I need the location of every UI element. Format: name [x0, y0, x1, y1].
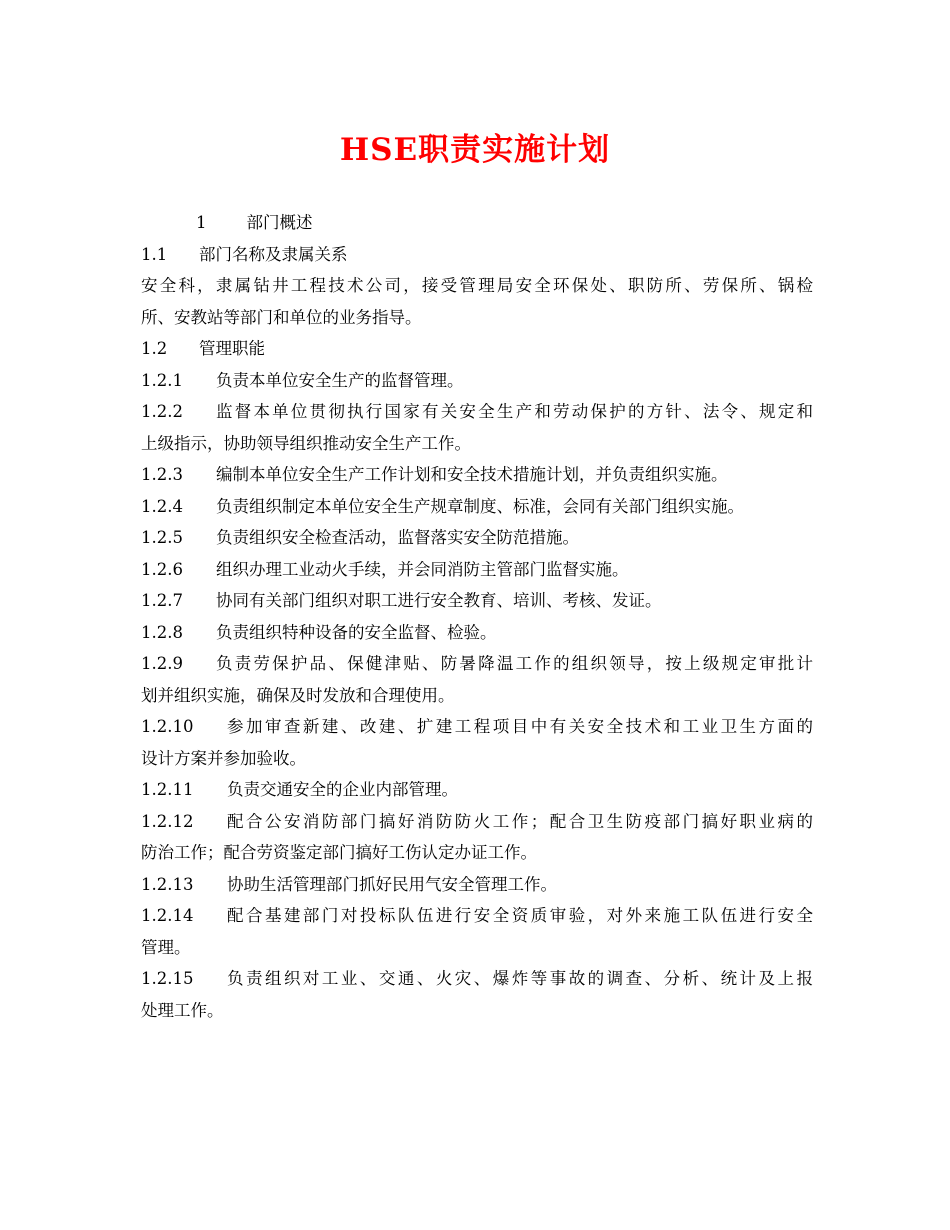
duty-item-number: 1.2.12 [141, 811, 194, 831]
duty-item-first-line [141, 365, 813, 397]
section-number: 1 [196, 213, 207, 232]
duty-item-text: 协助生活管理部门抓好民用气安全管理工作。 [227, 874, 557, 894]
duty-item-first-line [141, 491, 813, 523]
duty-item-number: 1.2.3 [141, 465, 183, 484]
document-body [141, 207, 813, 1026]
duty-item-text: 组织办理工业动火手续，并会同消防主管部门监督实施。 [216, 559, 629, 579]
document-title: HSE职责实施计划 [339, 132, 611, 168]
duty-item-number: 1.2.7 [141, 591, 183, 610]
duty-item-continuation: 设计方案并参加验收。 [141, 748, 306, 768]
duty-item-first-line [141, 900, 813, 932]
duty-item-first-line [141, 617, 813, 649]
duty-item-first-line [141, 774, 813, 806]
duty-item [141, 774, 813, 806]
duty-item [141, 900, 813, 963]
duty-item-first-line [141, 585, 813, 617]
duty-item-text: 协同有关部门组织对职工进行安全教育、培训、考核、发证。 [216, 591, 662, 610]
duty-item [141, 365, 813, 397]
duty-item-first-line [141, 711, 813, 743]
duty-item [141, 585, 813, 617]
section-title: 部门概述 [246, 213, 313, 232]
duty-item-text: 配合基建部门对投标队伍进行安全资质审验，对外来施工队伍进行安全 [227, 906, 813, 925]
duty-item-first-line [141, 396, 813, 428]
duty-item-number: 1.2.5 [141, 528, 183, 547]
duty-list [141, 365, 813, 1027]
duty-item-first-line [141, 648, 813, 680]
duty-item-text: 参加审查新建、改建、扩建工程项目中有关安全技术和工业卫生方面的 [227, 717, 813, 736]
duty-item-number: 1.2.13 [141, 874, 194, 894]
duty-item-number: 1.2.1 [141, 370, 183, 390]
duty-item-first-line [141, 522, 813, 554]
section-1-heading [141, 207, 813, 239]
duty-item [141, 617, 813, 649]
duty-item-number: 1.2.14 [141, 906, 194, 925]
duty-item-text: 负责组织安全检查活动，监督落实安全防范措施。 [216, 528, 579, 547]
duty-item-text: 负责交通安全的企业内部管理。 [227, 780, 458, 799]
duty-item-first-line [141, 869, 813, 901]
duty-item-first-line [141, 963, 813, 995]
duty-item-number: 1.2.6 [141, 559, 183, 579]
duty-item-continuation: 上级指示，协助领导组织推动安全生产工作。 [141, 433, 471, 453]
section-title: 管理职能 [199, 339, 265, 358]
duty-item [141, 522, 813, 554]
duty-item [141, 963, 813, 1026]
section-number: 1.2 [141, 339, 168, 358]
duty-item [141, 491, 813, 523]
duty-item-first-line [141, 459, 813, 491]
duty-item-continuation: 处理工作。 [141, 1000, 224, 1020]
duty-item-first-line [141, 554, 813, 586]
duty-item-text: 负责劳保护品、保健津贴、防暑降温工作的组织领导，按上级规定审批计 [216, 654, 813, 673]
duty-item-text: 负责组织对工业、交通、火灾、爆炸等事故的调查、分析、统计及上报 [227, 969, 813, 988]
duty-item-text: 编制本单位安全生产工作计划和安全技术措施计划，并负责组织实施。 [216, 465, 728, 484]
duty-item-continuation: 管理。 [141, 937, 191, 957]
duty-item-text: 负责组织制定本单位安全生产规章制度、标准，会同有关部门组织实施。 [216, 496, 744, 516]
duty-item-text: 监督本单位贯彻执行国家有关安全生产和劳动保护的方针、法令、规定和 [216, 402, 813, 421]
duty-item [141, 554, 813, 586]
duty-item [141, 806, 813, 869]
duty-item-number: 1.2.8 [141, 622, 183, 642]
duty-item-number: 1.2.4 [141, 496, 183, 516]
paragraph-line: 所、安教站等部门和单位的业务指导。 [141, 307, 422, 327]
duty-item-text: 负责组织特种设备的安全监督、检验。 [216, 622, 497, 642]
duty-item-number: 1.2.11 [141, 780, 194, 799]
section-1-1-heading [141, 239, 813, 271]
duty-item-number: 1.2.15 [141, 969, 194, 988]
section-number: 1.1 [141, 244, 168, 264]
duty-item-number: 1.2.9 [141, 654, 183, 673]
duty-item-continuation: 划并组织实施，确保及时发放和合理使用。 [141, 685, 455, 705]
duty-item [141, 459, 813, 491]
duty-item-first-line [141, 806, 813, 838]
duty-item-number: 1.2.2 [141, 402, 183, 421]
section-title: 部门名称及隶属关系 [199, 244, 348, 264]
duty-item-number: 1.2.10 [141, 717, 194, 736]
paragraph-line: 安全科，隶属钻井工程技术公司，接受管理局安全环保处、职防所、劳保所、锅检 [141, 276, 813, 295]
duty-item [141, 396, 813, 459]
duty-item-continuation: 防治工作；配合劳资鉴定部门搞好工伤认定办证工作。 [141, 843, 537, 862]
duty-item [141, 648, 813, 711]
duty-item-text: 负责本单位安全生产的监督管理。 [216, 370, 464, 390]
section-1-2-heading [141, 333, 813, 365]
duty-item [141, 869, 813, 901]
duty-item-text: 配合公安消防部门搞好消防防火工作；配合卫生防疫部门搞好职业病的 [227, 811, 813, 831]
duty-item [141, 711, 813, 774]
